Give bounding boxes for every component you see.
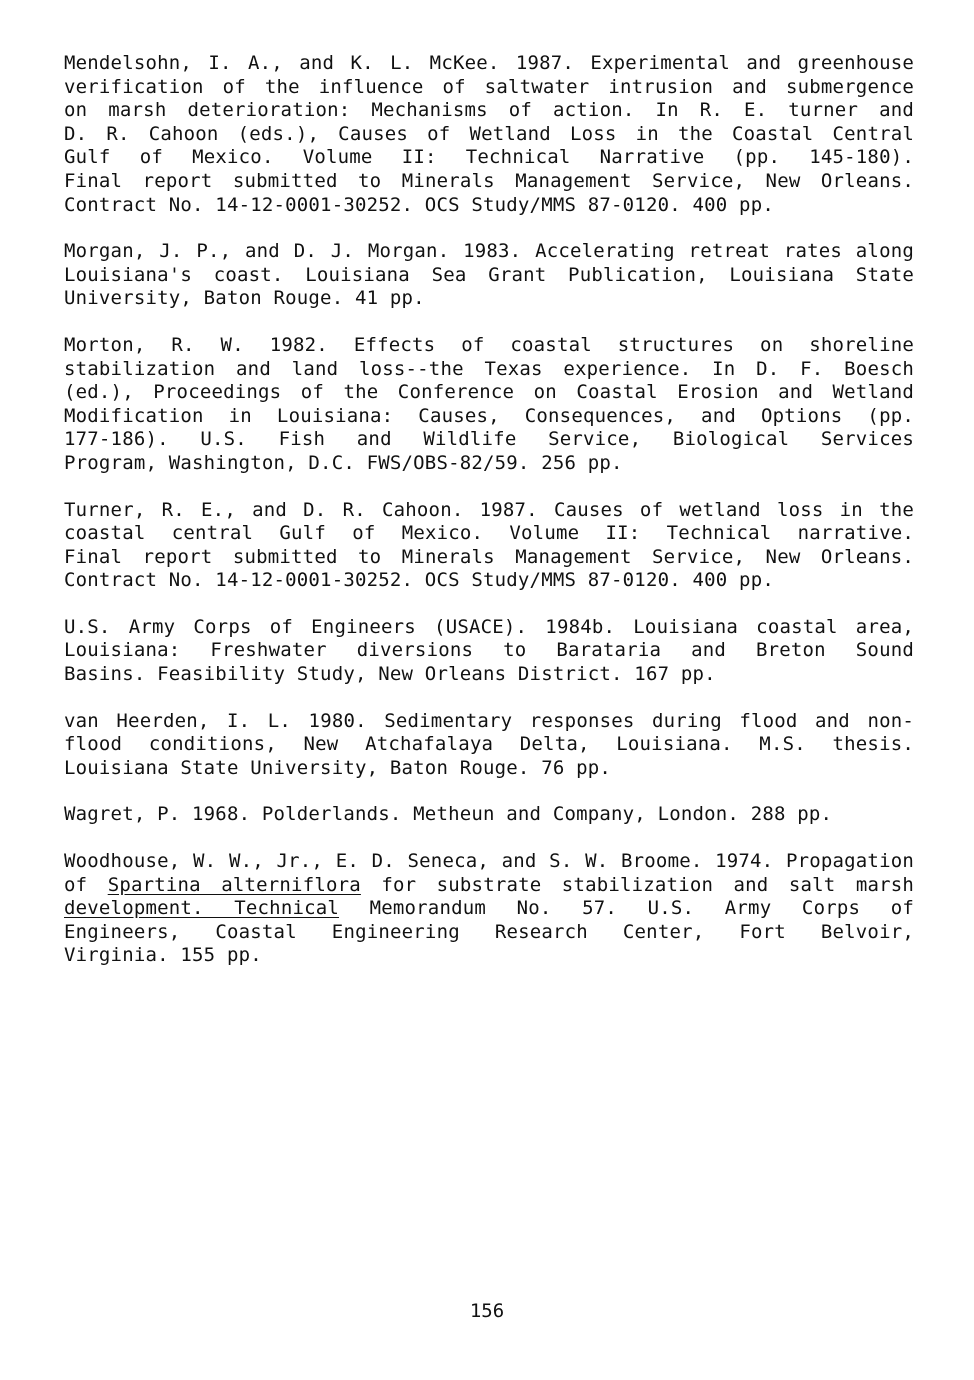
reference-line: Louisiana: Freshwater diversions to Barataria and Breton Sound (64, 639, 914, 662)
reference-line: Mendelsohn, I. A., and K. L. McKee. 1987. Experimental and greenhouse (64, 52, 914, 74)
reference-line: D. R. Cahoon (eds.), Causes of Wetland Loss in the Coastal Central (64, 122, 914, 145)
reference-line: Program, Washington, D.C. FWS/OBS-82/59. 256 pp. (64, 451, 623, 474)
reference-line: Contract No. 14-12-0001-30252. OCS Study/MMS 87-0120. 400 pp. (64, 569, 774, 592)
reference-entry-turner (64, 499, 914, 593)
reference-line: Turner, R. E., and D. R. Cahoon. 1987. Causes of wetland loss in the (64, 498, 914, 521)
reference-line (64, 944, 914, 968)
reference-line: flood conditions, New Atchafalaya Delta, Louisiana. M.S. thesis. (64, 733, 914, 756)
reference-entry-morton (64, 334, 914, 476)
reference-line: Morton, R. W. 1982. Effects of coastal structures on shoreline (64, 333, 914, 356)
reference-line: stabilization and land loss--the Texas experience. In D. F. Boesch (64, 357, 914, 380)
reference-line: U.S. Army Corps of Engineers (USACE). 1984b. Louisiana coastal area, (64, 615, 914, 638)
reference-entry-mendelsohn (64, 52, 914, 217)
reference-text: Woodhouse, W. W., Jr., E. D. Seneca, and S. W. Broome. 1974. Propagation (64, 850, 914, 873)
reference-line: on marsh deterioration: Mechanisms of action. In R. E. turner and (64, 99, 914, 122)
reference-line (64, 873, 915, 898)
reference-entry-morgan (64, 240, 914, 311)
reference-line: van Heerden, I. L. 1980. Sedimentary responses during flood and non- (64, 709, 914, 732)
reference-line: Contract No. 14-12-0001-30252. OCS Study/MMS 87-0120. 400 pp. (64, 193, 774, 216)
underlined-species-name: Spartina alterniflora (107, 873, 361, 896)
reference-line: Gulf of Mexico. Volume II: Technical Narrative (pp. 145-180). (64, 146, 914, 169)
reference-line: Final report submitted to Minerals Management Service, New Orleans. (64, 545, 914, 568)
reference-text: of (64, 873, 108, 896)
reference-line: Louisiana's coast. Louisiana Sea Grant Publication, Louisiana State (64, 263, 914, 286)
reference-entry-van-heerden (64, 710, 914, 781)
underlined-report-type: development. Technical (64, 897, 340, 920)
reference-line: Wagret, P. 1968. Polderlands. Metheun and Company, London. 288 pp. (64, 803, 833, 826)
reference-text: Virginia. 155 pp. (64, 944, 262, 967)
reference-entry-usace (64, 616, 914, 687)
reference-line: Morgan, J. P., and D. J. Morgan. 1983. Accelerating retreat rates along (64, 240, 914, 263)
reference-line: 177-186). U.S. Fish and Wildlife Service, Biological Services (64, 428, 914, 451)
reference-line: University, Baton Rouge. 41 pp. (64, 287, 425, 310)
reference-text: for substrate stabilization and salt marsh (360, 873, 915, 896)
reference-line: Final report submitted to Minerals Management Service, New Orleans. (64, 169, 914, 192)
reference-line: (ed.), Proceedings of the Conference on Coastal Erosion and Wetland (64, 381, 914, 404)
reference-line: Basins. Feasibility Study, New Orleans District. 167 pp. (64, 663, 716, 686)
reference-text: Engineers, Coastal Engineering Research Center, Fort Belvoir, (64, 920, 914, 943)
reference-line: verification of the influence of saltwater intrusion and submergence (64, 75, 914, 98)
reference-list (64, 52, 914, 991)
reference-text: Memorandum No. 57. U.S. Army Corps of (339, 897, 914, 920)
reference-line (64, 920, 914, 945)
reference-line (64, 850, 914, 874)
reference-line: Louisiana State University, Baton Rouge. 76 pp. (64, 756, 612, 779)
reference-entry-wagret (64, 803, 914, 827)
page-number: 156 (469, 1300, 505, 1322)
reference-line (64, 897, 914, 921)
reference-entry-woodhouse (64, 850, 914, 968)
reference-line: coastal central Gulf of Mexico. Volume II: Technical narrative. (64, 522, 914, 545)
reference-line: Modification in Louisiana: Causes, Consequences, and Options (pp. (64, 404, 914, 427)
